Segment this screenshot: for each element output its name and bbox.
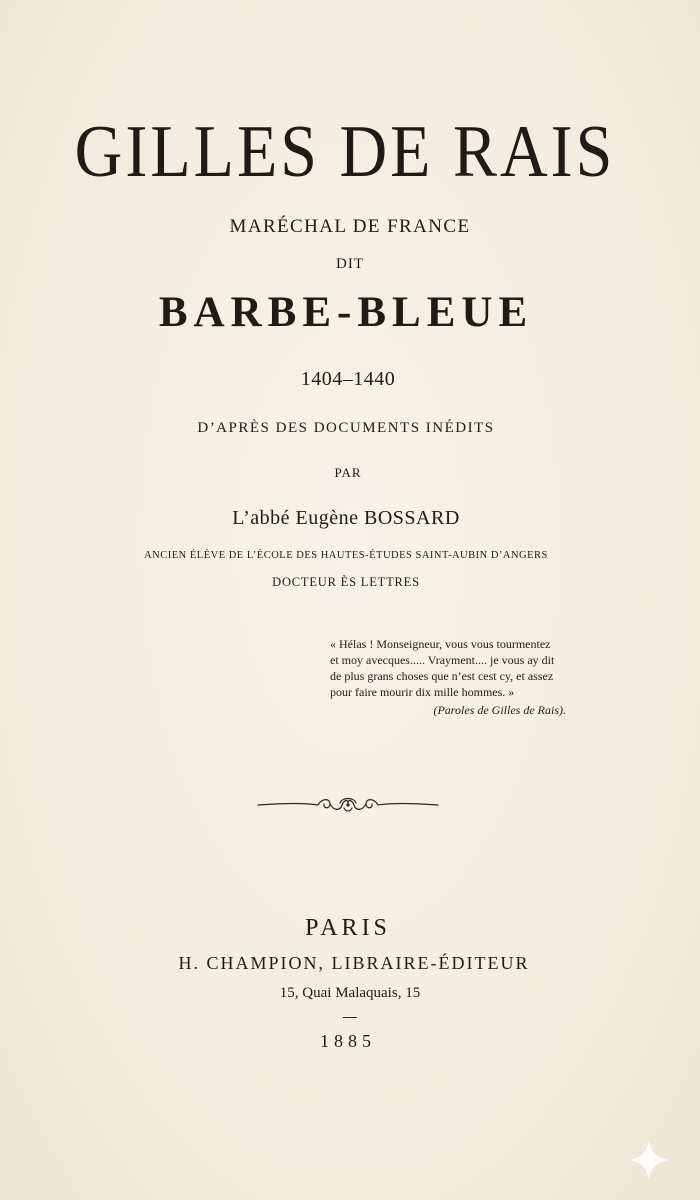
- publisher-address: 15, Quai Malaquais, 15: [279, 985, 421, 1001]
- ornamental-flourish-icon: [256, 794, 440, 816]
- publisher-city: PARIS: [305, 915, 391, 941]
- epigraph-line: et moy avecques..... Vrayment.... je vous ay dit: [330, 653, 555, 667]
- year-divider: [343, 1017, 357, 1018]
- author-name: L’abbé Eugène BOSSARD: [232, 507, 460, 529]
- author-credential-school: ANCIEN ÉLÈVE DE L’ÉCOLE DES HAUTES-ÉTUDES SAINT-AUBIN D’ANGERS: [144, 550, 548, 561]
- publisher-name: H. CHAMPION, LIBRAIRE-ÉDITEUR: [178, 953, 530, 973]
- sparkle-icon: [627, 1138, 671, 1182]
- par-label: PAR: [334, 465, 362, 480]
- epigraph-attribution: (Paroles de Gilles de Rais).: [433, 703, 566, 717]
- main-title: GILLES DE RAIS: [74, 111, 616, 193]
- epigraph: [330, 636, 590, 718]
- sources-line: D’APRÈS DES DOCUMENTS INÉDITS: [197, 420, 495, 436]
- publication-year: 1885: [320, 1031, 376, 1051]
- second-title: BARBE-BLEUE: [158, 289, 534, 336]
- dates: 1404–1440: [300, 368, 396, 390]
- epigraph-line: « Hélas ! Monseigneur, vous vous tourmentez: [330, 637, 551, 651]
- dit-label: DIT: [336, 256, 364, 272]
- author-credential-degree: DOCTEUR ÈS LETTRES: [272, 575, 420, 589]
- epigraph-line: pour faire mourir dix mille hommes. »: [330, 685, 515, 699]
- epigraph-line: de plus grans choses que n’est cest cy, et assez: [330, 669, 554, 683]
- subtitle: MARÉCHAL DE FRANCE: [229, 216, 471, 237]
